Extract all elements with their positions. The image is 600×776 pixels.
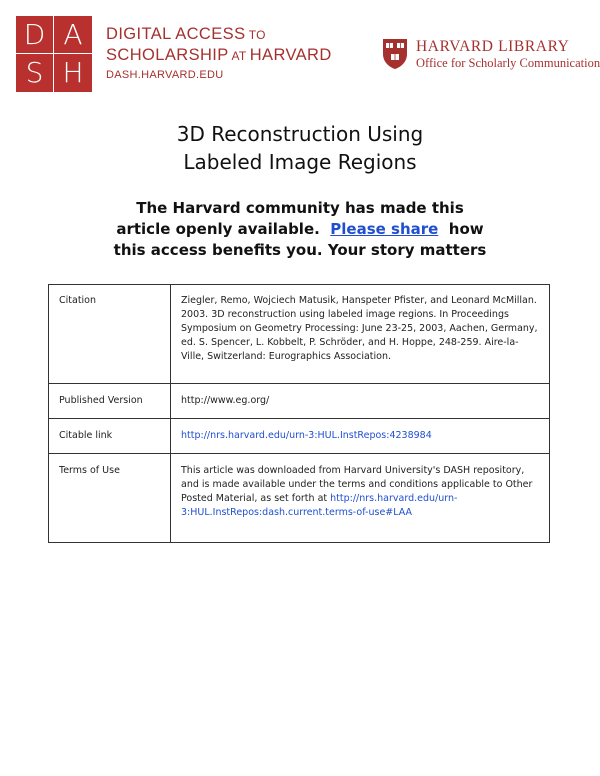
terms-of-use-value [171,454,550,543]
dash-wordmark-main: DIGITAL ACCESS [106,25,246,43]
dash-wordmark-main: HARVARD [249,46,332,64]
metadata-table [48,284,550,543]
dash-logo [16,16,92,92]
dash-logo-letter: H [62,56,84,89]
share-message [0,198,600,261]
harvard-library-subtitle: Office for Scholarly Communication [416,56,600,70]
citable-link-label: Citable link [49,419,171,454]
harvard-shield-icon [382,38,408,70]
terms-of-use-link[interactable]: http://nrs.harvard.edu/urn-3:HUL.InstRepos:dash.current.terms-of-use#LAA [181,493,458,518]
dash-wordmark-small: AT [228,49,250,63]
dash-url-link[interactable]: DASH.HARVARD.EDU [106,69,224,81]
citable-link[interactable]: http://nrs.harvard.edu/urn-3:HUL.InstRepos:4238984 [181,430,432,441]
table-row [49,454,550,543]
dash-logo-letter: D [16,16,54,54]
page-title-line: 3D Reconstruction Using [176,122,424,146]
citation-label: Citation [49,285,171,384]
table-row [49,419,550,454]
citation-value: Ziegler, Remo, Wojciech Matusik, Hanspeter Pfister, and Leonard McMillan. 2003. 3D reconstruction using labeled image regions. In Proceedings Symposium on Geometry Processing: June 23-25, 2003, Aachen, Germany, ed. S. Spencer, L. Kobbelt, P. Schröder, and H. Hoppe, 248-259. Aire-la-Ville, Switzerland: Eurographics Association. [171,285,550,384]
table-row [49,384,550,419]
dash-wordmark [106,24,332,81]
share-message-text: article openly available. [116,220,320,238]
table-row [49,285,550,384]
published-version-value: http://www.eg.org/ [171,384,550,419]
published-version-label: Published Version [49,384,171,419]
dash-wordmark-small: TO [245,28,266,42]
dash-logo-letter: A [54,16,92,54]
dash-logo-letter: S [16,54,54,92]
dash-wordmark-main: SCHOLARSHIP [106,46,229,64]
share-message-line: The Harvard community has made this [136,199,464,217]
page-title [0,120,600,176]
harvard-library-title: HARVARD LIBRARY [416,38,570,55]
citable-link-cell [171,419,550,454]
share-message-text: how [448,220,484,238]
terms-of-use-text: This article was downloaded from Harvard University's DASH repository, and is made available under the terms and conditions applicable to Other Posted Material, as set forth at [181,465,533,504]
page-title-line: Labeled Image Regions [183,150,417,174]
please-share-link[interactable]: Please share [330,220,439,238]
share-message-line [0,219,600,240]
dash-wordmark-line1 [106,24,332,45]
harvard-library-wordmark [416,38,600,71]
share-message-line: this access benefits you. Your story matters [113,241,487,259]
terms-of-use-label: Terms of Use [49,454,171,543]
dash-wordmark-line2 [106,45,332,66]
